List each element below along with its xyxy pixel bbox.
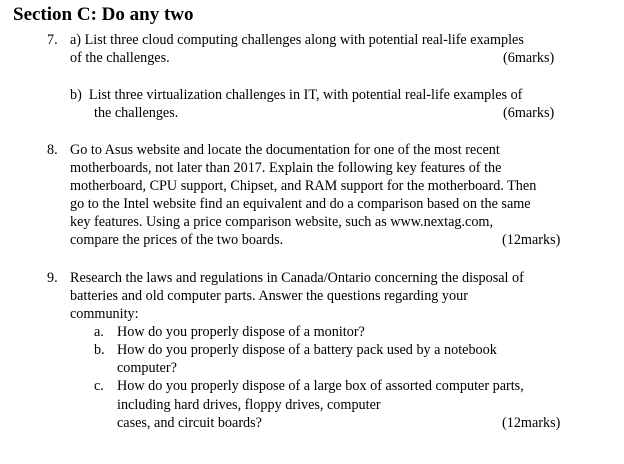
q9c-line-3: cases, and circuit boards? bbox=[117, 415, 262, 431]
section-title: Section C: Do any two bbox=[13, 4, 194, 25]
q8-line-6: compare the prices of the two boards. bbox=[70, 232, 284, 248]
q8-marks: (12marks) bbox=[502, 232, 561, 248]
q9-line-1: Research the laws and regulations in Canada/Ontario concerning the disposal of bbox=[70, 270, 524, 286]
q8-line-3: motherboard, CPU support, Chipset, and RAM support for the motherboard. Then bbox=[70, 178, 537, 194]
q9-line-2: batteries and old computer parts. Answer the questions regarding your bbox=[70, 288, 468, 304]
q9c-line-2: including hard drives, floppy drives, computer bbox=[117, 397, 381, 413]
q8-line-2: motherboards, not later than 2017. Explain the following key features of the bbox=[70, 160, 502, 176]
q7a-line-1: a) List three cloud computing challenges along with potential real-life examples bbox=[70, 32, 524, 48]
q9-number: 9. bbox=[47, 270, 58, 286]
q8-line-4: go to the Intel website find an equivalent and do a comparison based on the same bbox=[70, 196, 531, 212]
q9c-letter: c. bbox=[94, 378, 104, 394]
q7a-line-2: of the challenges. bbox=[70, 50, 170, 66]
q7a-marks: (6marks) bbox=[503, 50, 555, 66]
q8-number: 8. bbox=[47, 142, 58, 158]
q9c-line-1: How do you properly dispose of a large box of assorted computer parts, bbox=[117, 378, 524, 394]
q9a-letter: a. bbox=[94, 324, 104, 340]
q7b-marks: (6marks) bbox=[503, 105, 555, 121]
q7b-line-1: b) List three virtualization challenges in IT, with potential real-life examples of bbox=[70, 87, 523, 103]
q7b-line-2: the challenges. bbox=[94, 105, 179, 121]
q8-line-1: Go to Asus website and locate the documentation for one of the most recent bbox=[70, 142, 500, 158]
q9-marks: (12marks) bbox=[502, 415, 561, 431]
q9b-letter: b. bbox=[94, 342, 105, 358]
q9-line-3: community: bbox=[70, 306, 139, 322]
q8-line-5: key features. Using a price comparison website, such as www.nextag.com, bbox=[70, 214, 493, 230]
q7-number: 7. bbox=[47, 32, 58, 48]
q9a-line-1: How do you properly dispose of a monitor? bbox=[117, 324, 365, 340]
q9b-line-2: computer? bbox=[117, 360, 177, 376]
q9b-line-1: How do you properly dispose of a battery pack used by a notebook bbox=[117, 342, 497, 358]
